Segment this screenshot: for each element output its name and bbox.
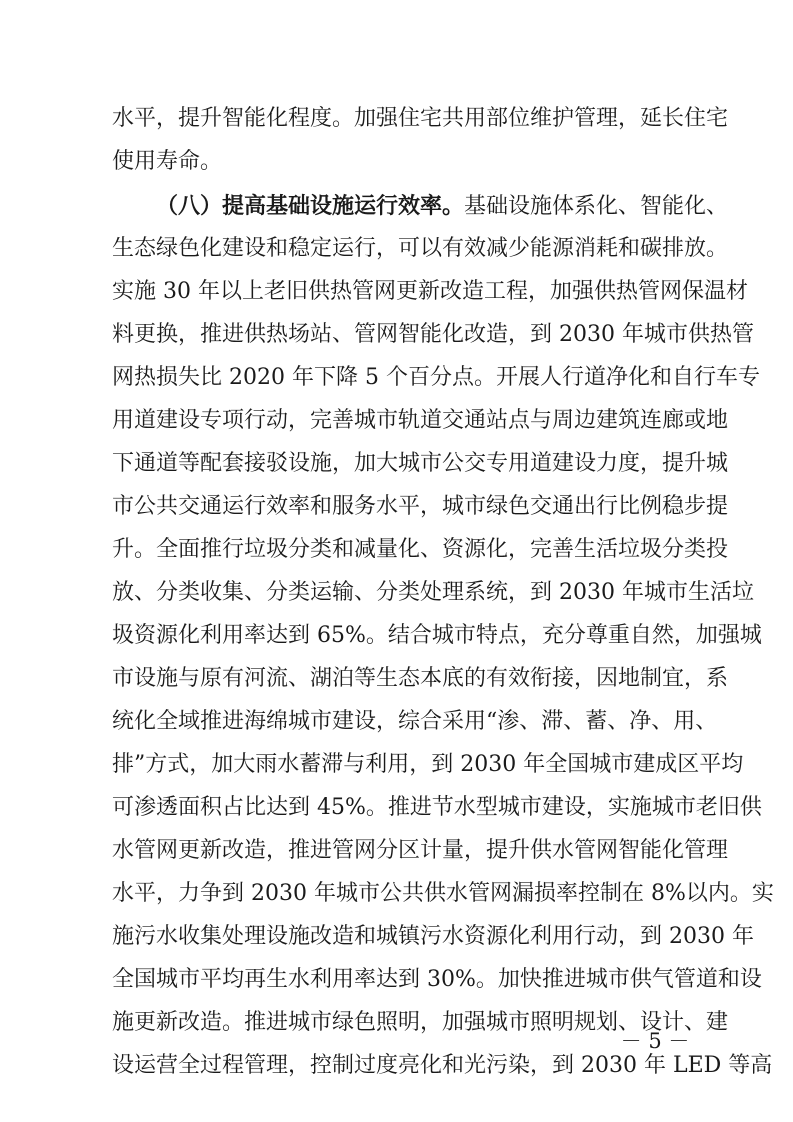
text-line: 实施 30 年以上老旧供热管网更新改造工程，加强供热管网保温材 [112, 279, 748, 304]
text-line: 圾资源化利用率达到 65%。结合城市特点，充分尊重自然，加强城 [112, 623, 762, 648]
text-line: 水平，提升智能化程度。加强住宅共用部位维护管理，延长住宅 [112, 106, 729, 131]
text-line: 升。全面推行垃圾分类和减量化、资源化，完善生活垃圾分类投 [112, 537, 729, 562]
text-line: 设运营全过程管理，控制过度亮化和光污染，到 2030 年 LED 等高 [112, 1053, 773, 1078]
text-line: 市设施与原有河流、湖泊等生态本底的有效衔接，因地制宜，系 [112, 666, 729, 691]
text-line: 施污水收集处理设施改造和城镇污水资源化利用行动，到 2030 年 [112, 924, 754, 949]
text-line: 料更换，推进供热场站、管网智能化改造，到 2030 年城市供热管 [112, 322, 754, 347]
text-line: 下通道等配套接驳设施，加大城市公交专用道建设力度，提升城 [112, 451, 729, 476]
text-line: 水平，力争到 2030 年城市公共供水管网漏损率控制在 8%以内。实 [112, 881, 774, 906]
text-line: 施更新改造。推进城市绿色照明，加强城市照明规划、设计、建 [112, 1010, 729, 1035]
text-line: 市公共交通运行效率和服务水平，城市绿色交通出行比例稳步提 [112, 494, 729, 519]
text-line: 网热损失比 2020 年下降 5 个百分点。开展人行道净化和自行车专 [112, 365, 760, 390]
text-line: 水管网更新改造，推进管网分区计量，提升供水管网智能化管理 [112, 838, 729, 863]
text-line: 放、分类收集、分类运输、分类处理系统，到 2030 年城市生活垃 [112, 580, 754, 605]
text-line: 全国城市平均再生水利用率达到 30%。加快推进城市供气管道和设 [112, 967, 762, 992]
section-heading-continuation: 基础设施体系化、智能化、 [464, 194, 729, 219]
text-line: 可渗透面积占比达到 45%。推进节水型城市建设，实施城市老旧供 [112, 795, 762, 820]
text-line: 排”方式，加大雨水蓄滞与利用，到 2030 年全国城市建成区平均 [112, 752, 744, 777]
section-heading: （八）提高基础设施运行效率。 [156, 193, 465, 219]
page-number: － 5 － [620, 1029, 690, 1053]
text-line: 用道建设专项行动，完善城市轨道交通站点与周边建筑连廊或地 [112, 408, 729, 433]
text-line: 使用寿命。 [112, 149, 223, 174]
text-line: 统化全域推进海绵城市建设，综合采用“渗、滞、蓄、净、用、 [112, 709, 718, 734]
text-line: 生态绿色化建设和稳定运行，可以有效减少能源消耗和碳排放。 [112, 236, 729, 261]
section-heading-line [156, 186, 729, 226]
